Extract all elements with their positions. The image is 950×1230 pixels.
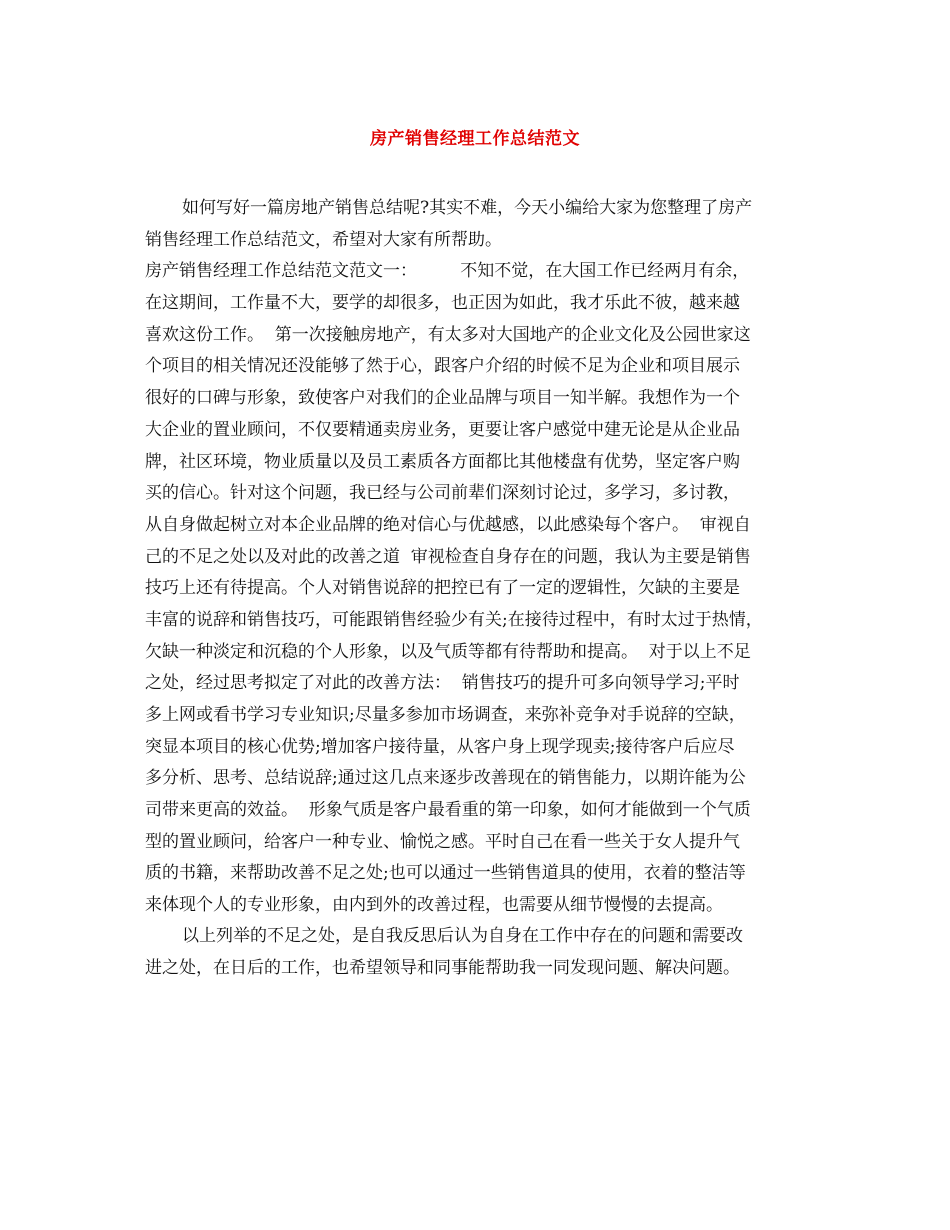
body-line: 之处，经过思考拟定了对此的改善方法： 销售技巧的提升可多向领导学习;平时 — [145, 673, 740, 694]
body-line: 司带来更高的效益。 形象气质是客户最看重的第一印象，如何才能做到一个气质 — [145, 800, 751, 821]
body-line: 突显本项目的核心优势;增加客户接待量，从客户身上现学现卖;接待客户后应尽 — [145, 736, 735, 757]
body-line: 型的置业顾问，给客户一种专业、愉悦之感。平时自己在看一些关于女人提升气 — [145, 831, 740, 852]
body-line: 买的信心。针对这个问题，我已经与公司前辈们深刻讨论过，多学习，多讨教， — [145, 483, 740, 504]
body-line: 牌，社区环境，物业质量以及员工素质各方面都比其他楼盘有优势，坚定客户购 — [145, 451, 740, 472]
body-line: 多分析、思考、总结说辞;通过这几点来逐步改善现在的销售能力，以期许能为公 — [145, 768, 746, 789]
body-line: 大企业的置业顾问，不仅要精通卖房业务，更要让客户感觉中建无论是从企业品 — [145, 419, 740, 440]
body-line: 质的书籍，来帮助改善不足之处;也可以通过一些销售道具的使用，衣着的整洁等 — [145, 863, 746, 884]
body-line: 以上列举的不足之处，是自我反思后认为自身在工作中存在的问题和需要改 — [182, 925, 743, 946]
body-line: 己的不足之处以及对此的改善之道 审视检查自身存在的问题，我认为主要是销售 — [145, 546, 751, 567]
body-line: 销售经理工作总结范文，希望对大家有所帮助。 — [145, 229, 502, 250]
body-line: 喜欢这份工作。 第一次接触房地产，有太多对大国地产的企业文化及公园世家这 — [145, 324, 751, 345]
document-title: 房产销售经理工作总结范文 — [370, 129, 580, 149]
body-line: 来体现个人的专业形象，由内到外的改善过程，也需要从细节慢慢的去提高。 — [145, 895, 723, 916]
body-line: 进之处，在日后的工作，也希望领导和同事能帮助我一同发现问题、解决问题。 — [145, 957, 740, 978]
body-line: 很好的口碑与形象，致使客户对我们的企业品牌与项目一知半解。我想作为一个 — [145, 388, 740, 409]
body-line: 技巧上还有待提高。个人对销售说辞的把控已有了一定的逻辑性，欠缺的主要是 — [145, 578, 740, 599]
document-body — [145, 193, 825, 984]
body-line: 房产销售经理工作总结范文范文一： 不知不觉，在大国工作已经两月有余， — [145, 261, 750, 282]
body-line: 丰富的说辞和销售技巧，可能跟销售经验少有关;在接待过程中，有时太过于热情， — [145, 609, 763, 630]
body-line: 在这期间，工作量不大，要学的却很多，也正因为如此，我才乐此不彼，越来越 — [145, 293, 740, 314]
body-line: 从自身做起树立对本企业品牌的绝对信心与优越感，以此感染每个客户。 审视自 — [145, 514, 751, 535]
body-line: 欠缺一种淡定和沉稳的个人形象，以及气质等都有待帮助和提高。 对于以上不足 — [145, 641, 751, 662]
body-line: 个项目的相关情况还没能够了然于心，跟客户介绍的时候不足为企业和项目展示 — [145, 356, 740, 377]
body-line: 如何写好一篇房地产销售总结呢?其实不难，今天小编给大家为您整理了房产 — [182, 198, 753, 218]
body-line: 多上网或看书学习专业知识;尽量多参加市场调查，来弥补竞争对手说辞的空缺， — [145, 705, 746, 725]
